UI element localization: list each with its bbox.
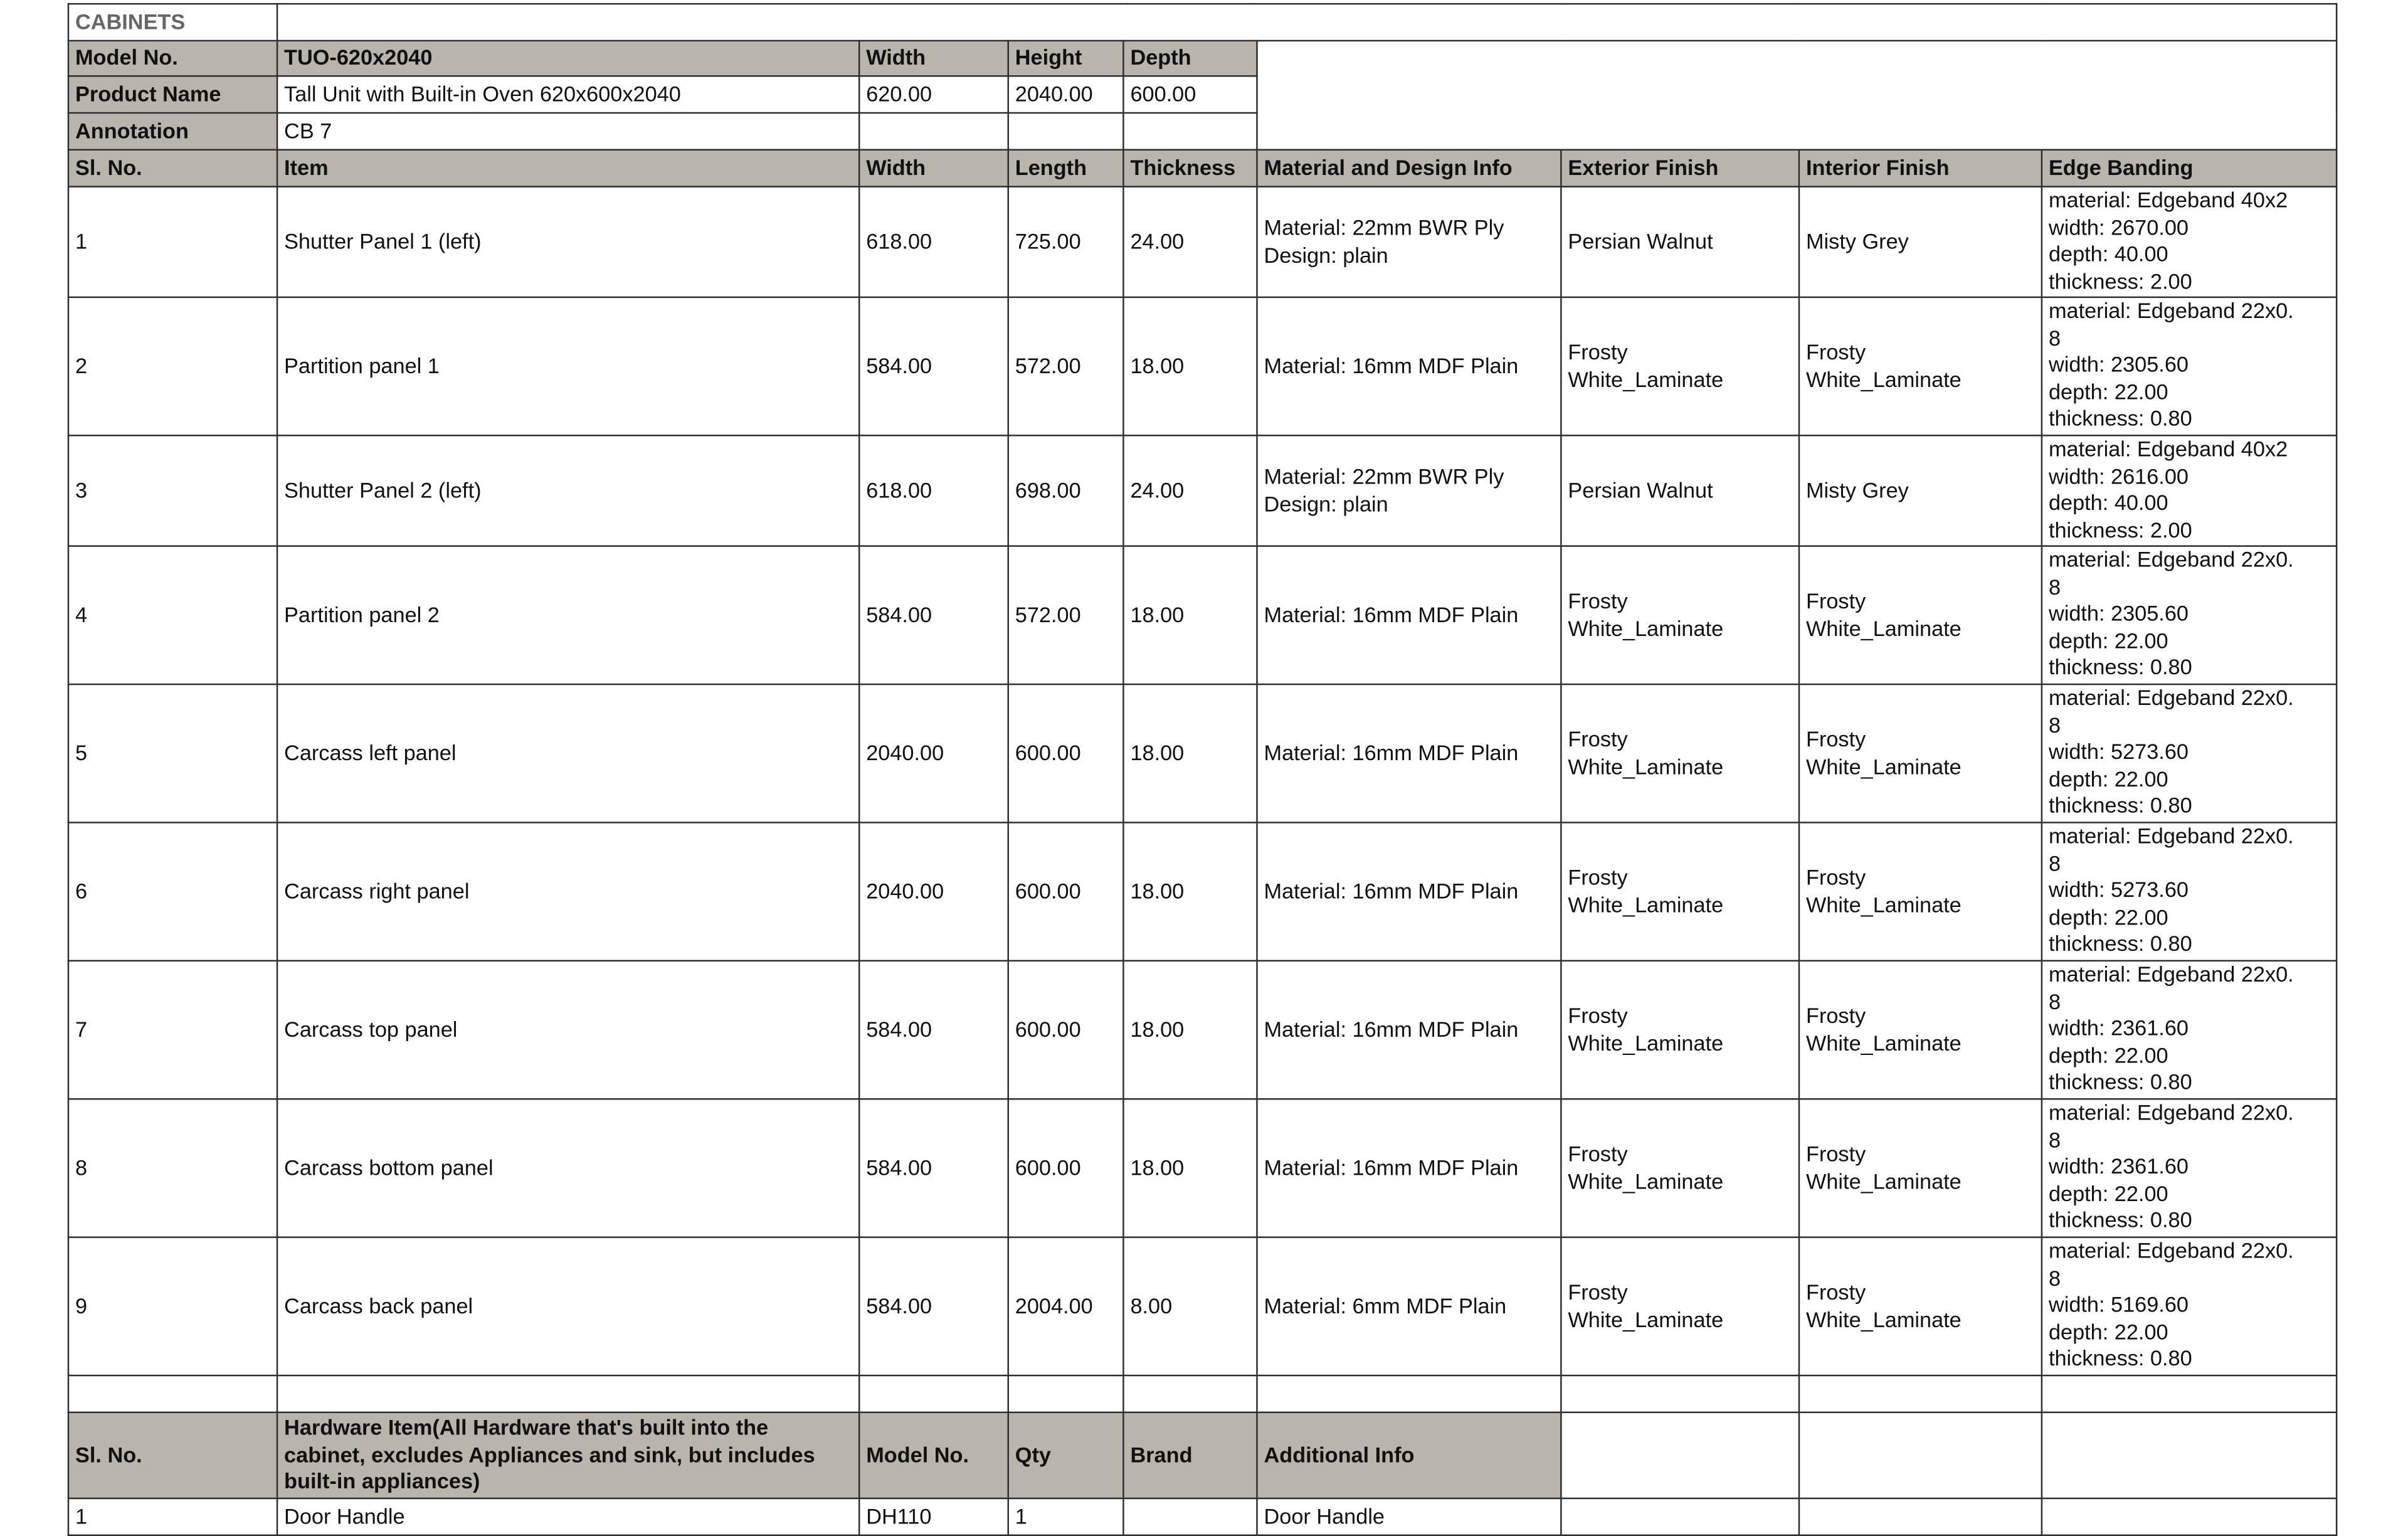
parts-header-row <box>68 150 2337 187</box>
empty-cell <box>1799 1412 2042 1498</box>
cell-sl: 5 <box>68 684 277 822</box>
empty-cell <box>277 4 2337 41</box>
cell-sl: 3 <box>68 435 277 546</box>
cell-thickness: 18.00 <box>1123 546 1257 684</box>
cell-material: Material: 16mm MDF Plain <box>1257 822 1561 960</box>
hw-cell-brand <box>1123 1498 1257 1535</box>
section-title-row <box>68 4 2337 41</box>
cell-length: 600.00 <box>1008 822 1124 960</box>
cell-length: 600.00 <box>1008 684 1124 822</box>
cell-interior: Frosty White_Laminate <box>1799 1237 2042 1375</box>
cell-exterior: Frosty White_Laminate <box>1561 961 1799 1099</box>
model-value: TUO-620x2040 <box>277 41 859 76</box>
cell-interior: Misty Grey <box>1799 435 2042 546</box>
empty-cell <box>277 1375 859 1412</box>
section-title: CABINETS <box>68 4 277 41</box>
hw-cell-info: Door Handle <box>1257 1498 1561 1535</box>
cell-material: Material: 16mm MDF Plain <box>1257 961 1561 1099</box>
cell-interior: Frosty White_Laminate <box>1799 961 2042 1099</box>
cell-interior: Frosty White_Laminate <box>1799 684 2042 822</box>
hw-cell-sl: 1 <box>68 1498 277 1535</box>
cell-item: Partition panel 2 <box>277 546 859 684</box>
empty-cell <box>1799 1498 2042 1535</box>
cell-sl: 7 <box>68 961 277 1099</box>
cell-width: 584.00 <box>859 1099 1008 1237</box>
empty-cell <box>1123 1375 1257 1412</box>
cell-sl: 9 <box>68 1237 277 1375</box>
cell-interior: Misty Grey <box>1799 187 2042 297</box>
cell-exterior: Frosty White_Laminate <box>1561 297 1799 435</box>
cell-interior: Frosty White_Laminate <box>1799 297 2042 435</box>
spacer-row <box>68 1375 2337 1412</box>
empty-cell <box>1561 1498 1799 1535</box>
model-label: Model No. <box>68 41 277 76</box>
empty-cell <box>1123 113 1257 150</box>
hw-col-header-qty: Qty <box>1008 1412 1124 1498</box>
cell-edge-banding: material: Edgeband 40x2 width: 2616.00 depth: 40.00 thickness: 2.00 <box>2042 435 2337 546</box>
cell-length: 2004.00 <box>1008 1237 1124 1375</box>
cell-item: Carcass bottom panel <box>277 1099 859 1237</box>
height-label: Height <box>1008 41 1124 76</box>
cell-thickness: 18.00 <box>1123 684 1257 822</box>
cell-item: Carcass right panel <box>277 822 859 960</box>
hw-col-header-brand: Brand <box>1123 1412 1257 1498</box>
cell-exterior: Persian Walnut <box>1561 435 1799 546</box>
product-width-value: 620.00 <box>859 76 1008 113</box>
table-row <box>68 1099 2337 1237</box>
empty-cell <box>1561 1375 1799 1412</box>
hw-col-header-item: Hardware Item(All Hardware that's built into the cabinet, excludes Appliances and sink, but includes built-in appliances) <box>277 1412 859 1498</box>
cell-edge-banding: material: Edgeband 22x0. 8 width: 5169.60 depth: 22.00 thickness: 0.80 <box>2042 1237 2337 1375</box>
cell-interior: Frosty White_Laminate <box>1799 546 2042 684</box>
table-row <box>68 297 2337 435</box>
cell-exterior: Frosty White_Laminate <box>1561 822 1799 960</box>
product-name-value: Tall Unit with Built-in Oven 620x600x2040 <box>277 76 859 113</box>
cell-edge-banding: material: Edgeband 22x0. 8 width: 2305.60 depth: 22.00 thickness: 0.80 <box>2042 297 2337 435</box>
empty-block <box>1257 41 2337 150</box>
cell-material: Material: 22mm BWR Ply Design: plain <box>1257 187 1561 297</box>
cell-item: Carcass left panel <box>277 684 859 822</box>
col-header-sl: Sl. No. <box>68 150 277 187</box>
cell-edge-banding: material: Edgeband 22x0. 8 width: 2361.60 depth: 22.00 thickness: 0.80 <box>2042 961 2337 1099</box>
empty-cell <box>2042 1498 2337 1535</box>
cell-exterior: Frosty White_Laminate <box>1561 546 1799 684</box>
cell-length: 698.00 <box>1008 435 1124 546</box>
hardware-header-row <box>68 1412 2337 1498</box>
empty-cell <box>859 113 1008 150</box>
empty-cell <box>2042 1412 2337 1498</box>
cell-exterior: Frosty White_Laminate <box>1561 684 1799 822</box>
cell-width: 618.00 <box>859 187 1008 297</box>
col-header-material: Material and Design Info <box>1257 150 1561 187</box>
cell-item: Shutter Panel 2 (left) <box>277 435 859 546</box>
hw-cell-item: Door Handle <box>277 1498 859 1535</box>
cell-edge-banding: material: Edgeband 22x0. 8 width: 2305.60 depth: 22.00 thickness: 0.80 <box>2042 546 2337 684</box>
table-row <box>68 961 2337 1099</box>
cell-width: 584.00 <box>859 297 1008 435</box>
col-header-item: Item <box>277 150 859 187</box>
cell-length: 572.00 <box>1008 297 1124 435</box>
table-row <box>68 546 2337 684</box>
cell-exterior: Frosty White_Laminate <box>1561 1099 1799 1237</box>
cell-edge-banding: material: Edgeband 22x0. 8 width: 5273.60 depth: 22.00 thickness: 0.80 <box>2042 684 2337 822</box>
cell-edge-banding: material: Edgeband 22x0. 8 width: 5273.60 depth: 22.00 thickness: 0.80 <box>2042 822 2337 960</box>
cell-thickness: 18.00 <box>1123 1099 1257 1237</box>
empty-cell <box>68 1375 277 1412</box>
cell-thickness: 18.00 <box>1123 822 1257 960</box>
cell-material: Material: 6mm MDF Plain <box>1257 1237 1561 1375</box>
hw-cell-qty: 1 <box>1008 1498 1124 1535</box>
empty-cell <box>1257 1375 1561 1412</box>
hw-col-header-model: Model No. <box>859 1412 1008 1498</box>
cell-exterior: Frosty White_Laminate <box>1561 1237 1799 1375</box>
cell-item: Partition panel 1 <box>277 297 859 435</box>
empty-cell <box>1008 113 1124 150</box>
cell-sl: 8 <box>68 1099 277 1237</box>
cell-sl: 2 <box>68 297 277 435</box>
cell-material: Material: 16mm MDF Plain <box>1257 546 1561 684</box>
cell-width: 618.00 <box>859 435 1008 546</box>
cell-sl: 4 <box>68 546 277 684</box>
table-row <box>68 822 2337 960</box>
cell-sl: 6 <box>68 822 277 960</box>
cell-thickness: 24.00 <box>1123 187 1257 297</box>
cell-width: 584.00 <box>859 1237 1008 1375</box>
cell-thickness: 18.00 <box>1123 297 1257 435</box>
cell-thickness: 18.00 <box>1123 961 1257 1099</box>
model-row <box>68 41 2337 76</box>
cell-material: Material: 16mm MDF Plain <box>1257 684 1561 822</box>
cell-interior: Frosty White_Laminate <box>1799 1099 2042 1237</box>
cell-material: Material: 22mm BWR Ply Design: plain <box>1257 435 1561 546</box>
cell-edge-banding: material: Edgeband 40x2 width: 2670.00 depth: 40.00 thickness: 2.00 <box>2042 187 2337 297</box>
hw-col-header-info: Additional Info <box>1257 1412 1561 1498</box>
col-header-interior: Interior Finish <box>1799 150 2042 187</box>
table-row <box>68 435 2337 546</box>
cell-material: Material: 16mm MDF Plain <box>1257 297 1561 435</box>
cell-sl: 1 <box>68 187 277 297</box>
cell-length: 600.00 <box>1008 1099 1124 1237</box>
cell-length: 600.00 <box>1008 961 1124 1099</box>
col-header-exterior: Exterior Finish <box>1561 150 1799 187</box>
empty-cell <box>2042 1375 2337 1412</box>
empty-cell <box>859 1375 1008 1412</box>
empty-cell <box>1799 1375 2042 1412</box>
depth-label: Depth <box>1123 41 1257 76</box>
cell-width: 2040.00 <box>859 684 1008 822</box>
annotation-value: CB 7 <box>277 113 859 150</box>
table-row <box>68 187 2337 297</box>
cell-item: Shutter Panel 1 (left) <box>277 187 859 297</box>
cell-material: Material: 16mm MDF Plain <box>1257 1099 1561 1237</box>
cell-length: 572.00 <box>1008 546 1124 684</box>
product-depth-value: 600.00 <box>1123 76 1257 113</box>
col-header-edge: Edge Banding <box>2042 150 2337 187</box>
cell-width: 584.00 <box>859 546 1008 684</box>
cabinet-spec-table <box>68 3 2338 1536</box>
cell-thickness: 8.00 <box>1123 1237 1257 1375</box>
hardware-row <box>68 1498 2337 1535</box>
cell-length: 725.00 <box>1008 187 1124 297</box>
table-row <box>68 1237 2337 1375</box>
cell-edge-banding: material: Edgeband 22x0. 8 width: 2361.60 depth: 22.00 thickness: 0.80 <box>2042 1099 2337 1237</box>
table-row <box>68 684 2337 822</box>
cell-width: 2040.00 <box>859 822 1008 960</box>
hw-cell-model: DH110 <box>859 1498 1008 1535</box>
empty-cell <box>1561 1412 1799 1498</box>
cell-interior: Frosty White_Laminate <box>1799 822 2042 960</box>
cell-thickness: 24.00 <box>1123 435 1257 546</box>
col-header-width: Width <box>859 150 1008 187</box>
col-header-length: Length <box>1008 150 1124 187</box>
annotation-label: Annotation <box>68 113 277 150</box>
cell-item: Carcass back panel <box>277 1237 859 1375</box>
width-label: Width <box>859 41 1008 76</box>
cell-exterior: Persian Walnut <box>1561 187 1799 297</box>
cell-width: 584.00 <box>859 961 1008 1099</box>
empty-cell <box>1008 1375 1124 1412</box>
product-height-value: 2040.00 <box>1008 76 1124 113</box>
product-name-label: Product Name <box>68 76 277 113</box>
col-header-thickness: Thickness <box>1123 150 1257 187</box>
cell-item: Carcass top panel <box>277 961 859 1099</box>
hw-col-header-sl: Sl. No. <box>68 1412 277 1498</box>
